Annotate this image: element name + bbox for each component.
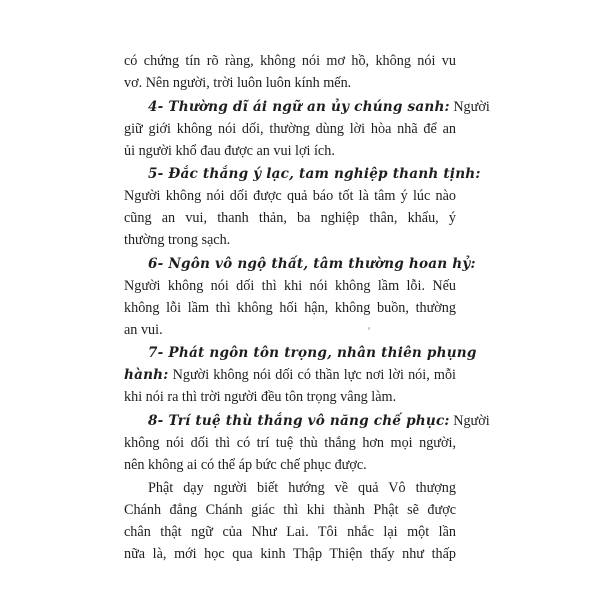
item-7-heading-cont: hành:: [124, 367, 169, 383]
item-8-heading: 8- Trí tuệ thù thắng vô năng chế phục:: [148, 412, 450, 429]
book-page: [124, 50, 490, 565]
text-line: ủi người khổ đau được an vui lợi ích.: [124, 142, 335, 159]
item-8-line: [124, 410, 490, 432]
text-line: khi nói ra thì trời người đều tôn trọng vâng làm.: [124, 389, 397, 405]
text-line: Phật dạy người biết hướng về quả Vô thượng: [148, 480, 456, 496]
item-4-line: [124, 96, 490, 118]
paper-speck: [368, 327, 370, 330]
text-line: cũng an vui, thanh thản, ba nghiệp thân, khẩu, ý: [124, 210, 456, 226]
item-6-line: [124, 253, 476, 275]
text-line: thường trong sạch.: [124, 232, 231, 248]
text-run: Người không nói dối có thần lực nơi lời nói, mỗi: [168, 367, 456, 383]
text-line: chân thật ngữ của Như Lai. Tôi nhắc lại một lần: [124, 524, 456, 540]
item-6-heading: 6- Ngôn vô ngộ thất, tâm thường hoan hỷ:: [148, 255, 476, 272]
text-line: Người không nói dối thì khi nói không lầm lỗi. Nếu: [124, 277, 456, 294]
text-run: Người: [449, 412, 490, 429]
text-line: có chứng tín rõ ràng, không nói mơ hồ, không nói vu: [124, 53, 456, 69]
text-line: Chánh đẳng Chánh giác thì khi thành Phật sẽ được: [124, 502, 456, 518]
text-line: giữ giới không nói dối, thường dùng lời hòa nhã để an: [124, 120, 456, 137]
text-line: không nói dối thì có trí tuệ thù thắng hơn mọi người,: [124, 434, 456, 451]
text-line: không lỗi lầm thì không hối hận, không buồn, thường: [124, 299, 456, 316]
text-line: vơ. Nên người, trời luôn luôn kính mến.: [124, 75, 352, 91]
item-7-line-2: [124, 364, 456, 386]
text-line: nữa là, mới học qua kinh Thập Thiện thấy như thấp: [124, 546, 456, 562]
text-run: Người: [449, 98, 490, 115]
text-line: nên không ai có thể áp bức chế phục được.: [124, 456, 367, 473]
item-5-line: [124, 163, 481, 185]
item-7-heading: 7- Phát ngôn tôn trọng, nhân thiên phụng: [148, 345, 477, 361]
text-line: Người không nói dối được quả báo tốt là tâm ý lúc nào: [124, 188, 456, 204]
item-7-line: [124, 342, 477, 364]
text-line: an vui.: [124, 321, 163, 338]
item-4-heading: 4- Thường dĩ ái ngữ an ủy chúng sanh:: [148, 98, 450, 115]
item-5-heading: 5- Đắc thắng ý lạc, tam nghiệp thanh tịnh:: [148, 166, 481, 182]
